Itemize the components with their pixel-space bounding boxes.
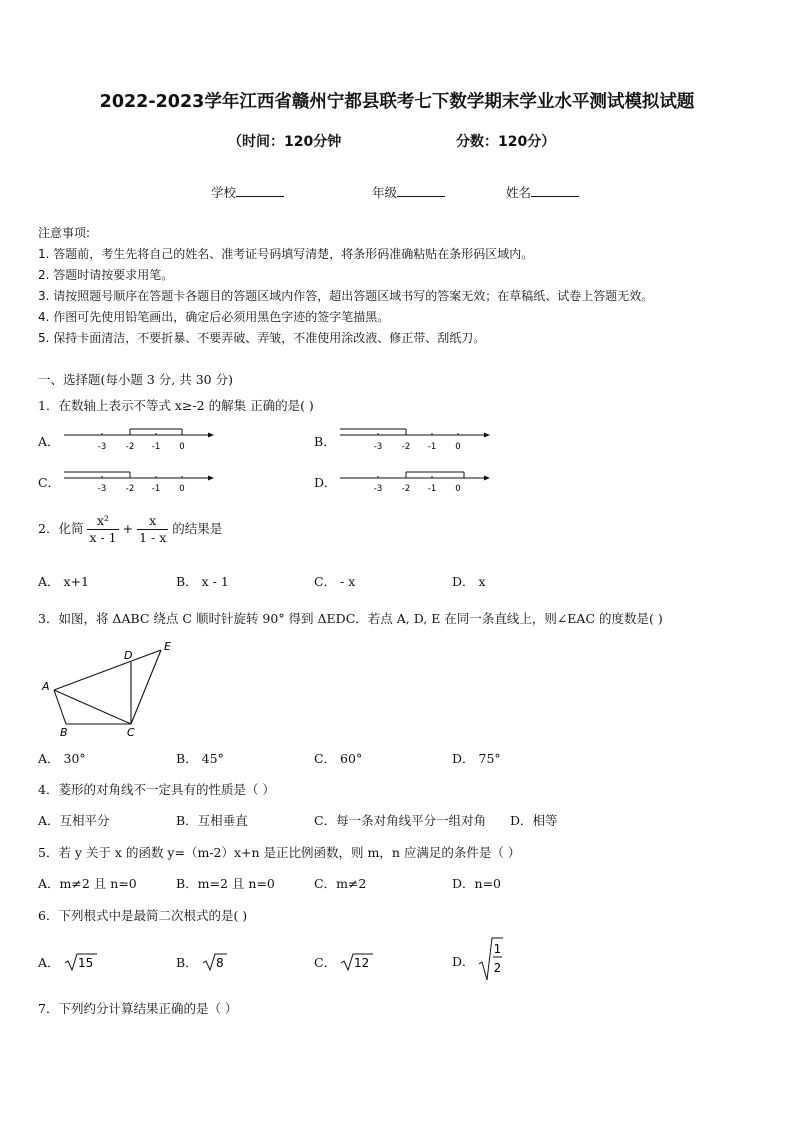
tick-label: 0	[455, 484, 461, 494]
tick-label: 0	[179, 484, 185, 494]
sqrt-8	[202, 952, 228, 972]
tick-label: -1	[427, 484, 437, 494]
question-7-stem: 7．下列约分计算结果正确的是（ ）	[38, 1001, 238, 1016]
q1-option-c-numberline[interactable]	[62, 466, 218, 494]
note-item: 2. 答题时请按要求用笔。	[38, 268, 174, 282]
q1-option-d-label[interactable]: D．	[314, 475, 337, 490]
q2-suffix: 的结果是	[172, 521, 223, 536]
q2-option-d[interactable]: D． x	[452, 574, 486, 589]
school-label: 学校	[211, 185, 237, 200]
fraction-denominator: 2	[493, 961, 502, 975]
q4-option-b[interactable]: B．互相垂直	[176, 813, 248, 828]
q6-option-c[interactable]	[314, 952, 374, 972]
tick-label: -1	[427, 442, 437, 452]
q5-option-d[interactable]: D．n=0	[452, 876, 501, 891]
q2-fraction-1-denominator: x - 1	[89, 530, 117, 545]
tick-label: -3	[97, 484, 107, 494]
tick-label: -3	[97, 442, 107, 452]
score-label: 分数：120分）	[456, 134, 556, 150]
q1-option-c-label[interactable]: C．	[38, 475, 61, 490]
q2-fraction-1	[87, 513, 118, 546]
radicand: 8	[215, 956, 224, 970]
note-item: 4. 作图可先使用铅笔画出，确定后必须用黑色字迹的签字笔描黑。	[38, 310, 390, 324]
q4-option-d[interactable]: D．相等	[510, 813, 558, 828]
grade-field[interactable]	[372, 183, 445, 201]
tick-label: -2	[401, 484, 411, 494]
tick-label: 0	[455, 442, 461, 452]
question-3-stem: 3．如图，将 ΔABC 绕点 C 顺时针旋转 90° 得到 ΔEDC．若点 A, D, E 在同一条直线上，则∠EAC 的度数是( )	[38, 611, 663, 626]
q2-plus: +	[122, 521, 134, 536]
q1-option-a-label[interactable]: A．	[38, 434, 60, 449]
q5-option-a[interactable]: A．m≠2 且 n=0	[38, 876, 137, 891]
q3-option-c[interactable]: C． 60°	[314, 751, 363, 766]
school-field[interactable]	[211, 183, 284, 201]
name-blank[interactable]	[531, 186, 579, 197]
sqrt-one-half[interactable]	[478, 936, 504, 982]
question-6-stem: 6．下列根式中是最简二次根式的是( )	[38, 908, 248, 923]
fraction-numerator: 1	[493, 942, 502, 956]
q2-fraction-2-denominator: 1 - x	[139, 530, 167, 545]
time-label: （时间：120分钟	[228, 134, 342, 150]
q3-option-b[interactable]: B． 45°	[176, 751, 224, 766]
notes-heading: 注意事项:	[38, 226, 91, 240]
radicand: 15	[77, 956, 93, 970]
q6-option-a[interactable]	[38, 952, 98, 972]
q1-option-b-label[interactable]: B．	[314, 434, 336, 449]
tick-label: 0	[179, 442, 185, 452]
note-item: 1. 答题前，考生先将自己的姓名、准考证号码填写清楚，将条形码准确粘贴在条形码区域内。	[38, 247, 534, 261]
q1-option-a-numberline[interactable]	[62, 425, 218, 453]
q6-option-d[interactable]	[452, 952, 475, 970]
tick-label: -1	[151, 442, 161, 452]
point-b-label: B	[60, 726, 68, 739]
q2-option-c[interactable]: C． - x	[314, 574, 356, 589]
school-blank[interactable]	[236, 186, 284, 197]
q2-prefix: 2．化简	[38, 521, 84, 536]
q5-option-b[interactable]: B．m=2 且 n=0	[176, 876, 275, 891]
tick-label: -2	[125, 484, 135, 494]
note-item: 5. 保持卡面清洁，不要折暴、不要弄破、弄皱，不准使用涂改液、修正带、刮纸刀。	[38, 331, 486, 345]
point-c-label: C	[127, 726, 135, 739]
question-5-stem: 5．若 y 关于 x 的函数 y=（m-2）x+n 是正比例函数，则 m，n 应满足的条件是（ ）	[38, 845, 521, 860]
page-title: 2022-2023学年江西省赣州宁都县联考七下数学期末学业水平测试模拟试题	[99, 92, 695, 112]
name-field[interactable]	[506, 183, 579, 201]
q1-option-d-numberline[interactable]	[338, 466, 494, 494]
tick-label: -2	[401, 442, 411, 452]
q2-option-b[interactable]: B． x - 1	[176, 574, 229, 589]
q4-option-a[interactable]: A．互相平分	[38, 813, 110, 828]
tick-label: -3	[373, 442, 383, 452]
radicand: 12	[354, 956, 370, 970]
q3-option-d[interactable]: D． 75°	[452, 751, 501, 766]
q2-option-a[interactable]: A． x+1	[38, 574, 89, 589]
q3-triangle-figure	[38, 638, 188, 740]
q6-option-b[interactable]	[176, 952, 228, 972]
q6-option-c-label: C．	[314, 955, 337, 970]
q6-option-a-label: A．	[38, 955, 60, 970]
tick-label: -1	[151, 484, 161, 494]
sqrt-12	[340, 952, 374, 972]
point-a-label: A	[42, 680, 50, 693]
q2-fraction-2	[137, 513, 168, 546]
question-2-stem	[38, 513, 222, 546]
note-item: 3. 请按照题号顺序在答题卡各题目的答题区域内作答，超出答题区域书写的答案无效；在草稿纸、试卷上答题无效。	[38, 289, 654, 303]
name-label: 姓名	[506, 185, 532, 200]
section-heading: 一、选择题(每小题 3 分, 共 30 分)	[38, 372, 233, 387]
q2-fraction-2-numerator: x	[137, 513, 168, 530]
tick-label: -2	[125, 442, 135, 452]
q1-option-b-numberline[interactable]	[338, 425, 494, 453]
q2-fraction-1-numerator: x²	[87, 513, 118, 530]
q6-option-d-label: D．	[452, 954, 475, 969]
question-4-stem: 4．菱形的对角线不一定具有的性质是（ ）	[38, 782, 275, 797]
q5-option-c[interactable]: C．m≠2	[314, 876, 367, 891]
q6-option-b-label: B．	[176, 955, 198, 970]
point-e-label: E	[164, 640, 171, 653]
q4-option-c[interactable]: C．每一条对角线平分一组对角	[314, 813, 487, 828]
grade-label: 年级	[372, 185, 398, 200]
point-d-label: D	[124, 649, 133, 662]
grade-blank[interactable]	[397, 186, 445, 197]
q3-option-a[interactable]: A． 30°	[38, 751, 86, 766]
sqrt-15	[64, 952, 98, 972]
tick-label: -3	[373, 484, 383, 494]
question-1-stem: 1．在数轴上表示不等式 x≥-2 的解集 正确的是( )	[38, 398, 314, 413]
